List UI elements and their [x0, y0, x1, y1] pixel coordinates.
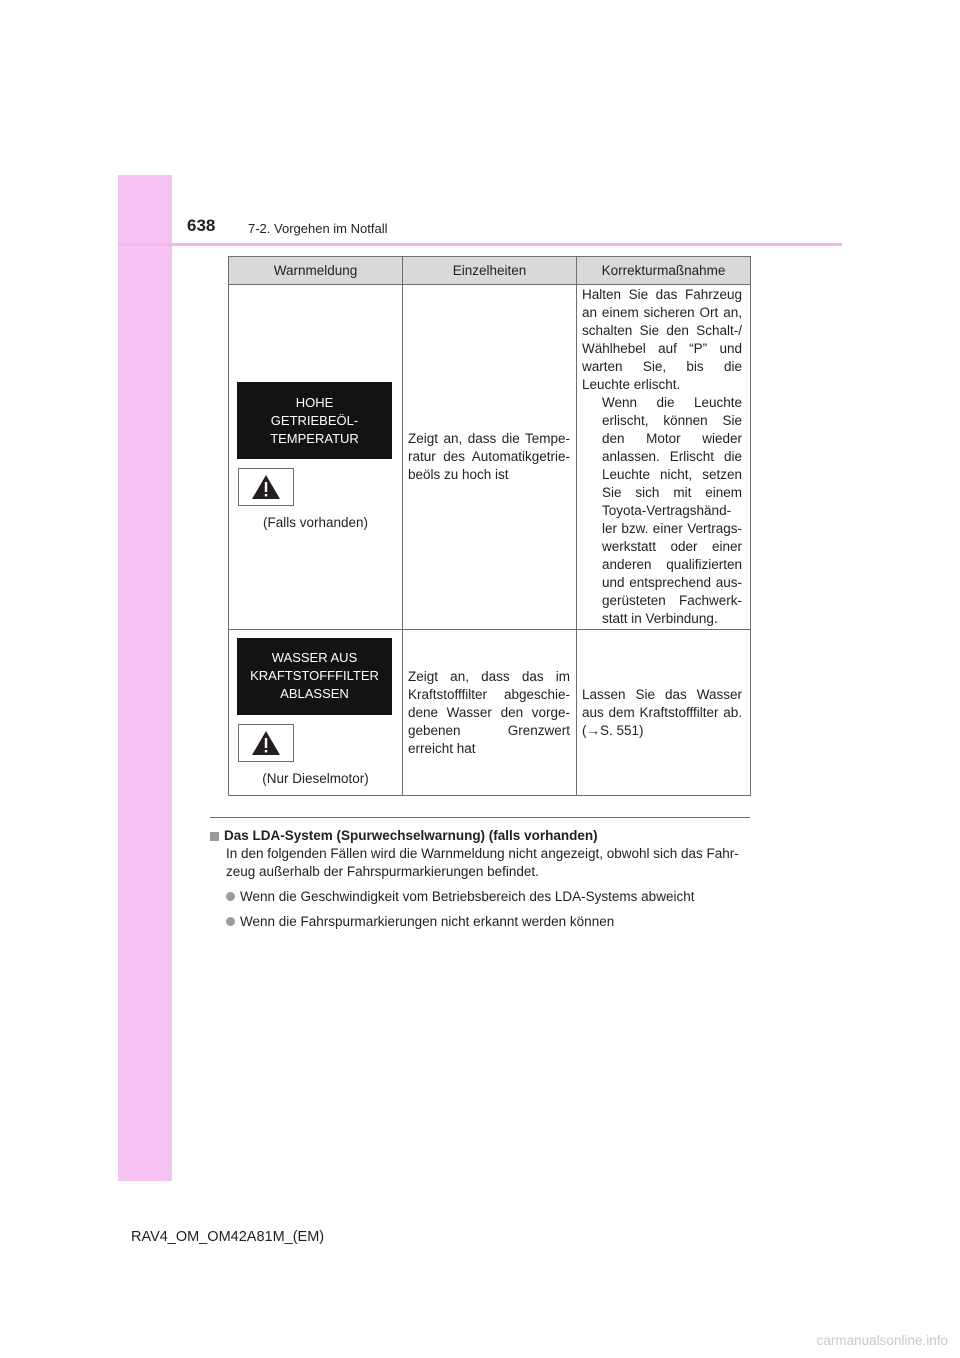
circle-bullet-icon: [226, 892, 235, 901]
warning-caption: (Falls vorhanden): [262, 515, 369, 530]
list-item-text: Wenn die Fahrspurmarkierungen nicht erkannt werden können: [240, 914, 615, 929]
details-cell: Zeigt an, dass die Tempe-ratur des Automatikgetrie-beöls zu hoch ist: [403, 285, 577, 630]
document-footer: RAV4_OM_OM42A81M_(EM): [131, 1229, 325, 1245]
side-band: [118, 175, 172, 1181]
table-row: [229, 630, 751, 796]
list-item: [226, 888, 750, 906]
watermark: carmanualsonline.info: [816, 1333, 948, 1348]
action-subtext: Wenn die Leuchte erlischt, können Sie den Motor wieder anlassen. Erlischt die Leuchte nicht, setzen Sie sich mit einem Toyota-Vertragshänd-ler bzw. einer Vertrags-werkstatt oder einer anderen qualifizierten und entsprechend aus-gerüsteten Fachwerk-statt in Verbindung.: [602, 395, 742, 626]
note-title: Das LDA-System (Spurwechselwarnung) (falls vorhanden): [224, 828, 598, 843]
action-text: Halten Sie das Fahrzeug an einem sicheren Ort an, schalten Sie den Schalt-/ Wählhebel auf “P” und warten Sie, bis die Leuchte erlischt.: [582, 287, 742, 392]
details-cell: Zeigt an, dass das im Kraftstofffilter abgeschie-dene Wasser den vorge-gebenen Grenzwert erreicht hat: [403, 630, 577, 796]
list-item-text: Wenn die Geschwindigkeit vom Betriebsbereich des LDA-Systems abweicht: [240, 889, 695, 904]
display-message: HOHE GETRIEBEÖL- TEMPERATUR: [237, 382, 392, 459]
square-bullet-icon: [210, 832, 219, 841]
column-header: Warnmeldung: [229, 257, 403, 285]
display-message: WASSER AUS KRAFTSTOFFFILTER ABLASSEN: [237, 638, 392, 715]
list-item: [226, 913, 750, 931]
column-header: Korrekturmaßnahme: [577, 257, 751, 285]
column-header: Einzelheiten: [403, 257, 577, 285]
header-rule: [118, 243, 842, 246]
page-number: 638: [187, 216, 216, 235]
warning-message-cell: [229, 630, 403, 796]
note-body: In den folgenden Fällen wird die Warnmeldung nicht angezeigt, obwohl sich das Fahr-zeug außerhalb der Fahrspurmarkierungen befindet.: [226, 846, 739, 879]
note-section: [210, 817, 750, 931]
action-cell: Lassen Sie das Wasser aus dem Kraftstofffilter ab. (→S. 551): [577, 630, 751, 796]
circle-bullet-icon: [226, 917, 235, 926]
section-title: 7-2. Vorgehen im Notfall: [248, 221, 388, 236]
warning-message-cell: [229, 285, 403, 630]
note-divider: [210, 817, 750, 818]
table-row: [229, 285, 751, 630]
warning-triangle-icon: [238, 724, 294, 762]
warning-table: [228, 256, 751, 796]
note-heading: [210, 827, 750, 845]
warning-triangle-icon: [238, 468, 294, 506]
warning-caption: (Nur Dieselmotor): [262, 770, 369, 786]
action-cell: [577, 285, 751, 630]
table-header-row: [229, 257, 751, 285]
